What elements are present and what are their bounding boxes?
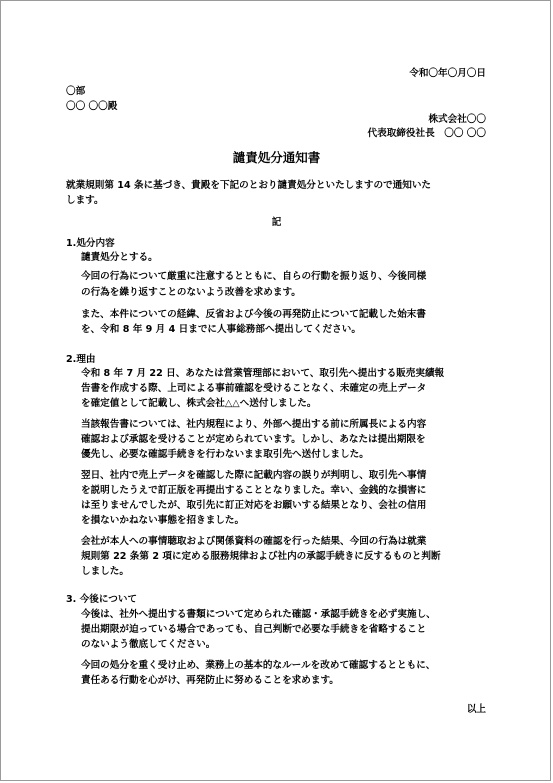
section-1-p2-line-1: 今回の行為について厳重に注意するとともに、自らの行動を振り返り、今後同様	[81, 271, 427, 282]
section-2-p4-line-3: しました。	[81, 566, 129, 577]
document-date: 令和〇年〇月〇日	[409, 68, 486, 79]
company-name: 株式会社〇〇	[428, 114, 486, 125]
section-2-p2-line-1: 当該報告書については、社内規程により、外部へ提出する前に所属長による内容	[81, 419, 427, 430]
section-2-p4-line-1: 会社が本人への事情聴取および関係資料の確認を行った結果、今回の行為は就業	[81, 536, 427, 547]
section-2-p1-line-1: 令和 8 年 7 月 22 日、あなたは営業管理部において、取引先へ提出する販売実績報	[81, 368, 445, 379]
section-2-p2-line-3: 優先し、必要な確認手続きを行わないまま取引先へ送付しました。	[81, 449, 369, 460]
section-1-heading: 1.処分内容	[66, 238, 115, 249]
closing-text: 以上	[466, 704, 486, 715]
recipient-name: 〇〇 〇〇殿	[66, 101, 118, 112]
section-3-heading: 3. 今後について	[66, 594, 138, 605]
section-1-p2-line-2: の行為を繰り返すことのないよう改善を求めます。	[81, 287, 301, 298]
section-2-p3-line-4: を損ないかねない事態を招きました。	[81, 515, 245, 526]
section-2-p1-line-2: 告書を作成する際、上司による事前確認を受けることなく、未確定の売上データ	[81, 383, 427, 394]
section-2-heading: 2.理由	[66, 354, 96, 365]
section-2-p2-line-2: 確認および承認を受けることが定められています。しかし、あなたは提出期限を	[81, 434, 426, 445]
section-1-p3-line-2: を、令和 8 年 9 月 4 日までに人事総務部へ提出してください。	[81, 324, 361, 335]
section-2-p4-line-2: 規則第 22 条第 2 項に定める服務規律および社内の承認手続きに反するものと判断	[81, 551, 441, 562]
section-2-p3-line-3: は至りませんでしたが、取引先に訂正対応をお願いする結果となり、会社の信用	[81, 500, 427, 511]
section-2-p3-line-1: 翌日、社内で売上データを確認した際に記載内容の誤りが判明し、取引先へ事情	[81, 470, 427, 481]
section-3-p2-line-2: 責任ある行動を心がけ、再発防止に努めることを求めます。	[81, 675, 339, 686]
section-1-p3-line-1: また、本件についての経緯、反省および今後の再発防止について記載した始末書	[81, 309, 426, 320]
intro-line-2: します。	[66, 195, 104, 206]
recipient-department: 〇部	[66, 86, 86, 97]
document-title: 譴責処分通知書	[232, 150, 321, 165]
intro-line-1: 就業規則第 14 条に基づき、貴殿を下記のとおり譴責処分といたしますので通知いた	[66, 180, 432, 191]
section-2-p3-line-2: を説明したうえで訂正版を再提出することとなりました。幸い、金銭的な損害に	[81, 485, 427, 496]
ki-heading: 記	[271, 217, 282, 228]
section-1-line: 譴責処分とする。	[81, 252, 158, 263]
section-3-p1-line-2: 提出期限が迫っている場合であっても、自己判断で必要な手続きを省略すること	[81, 624, 427, 635]
section-3-p2-line-1: 今回の処分を重く受け止め、業務上の基本的なルールを改めて確認するとともに、	[81, 660, 436, 671]
section-3-p1-line-1: 今後は、社外へ提出する書類について定められた確認・承認手続きを必ず実施し、	[81, 609, 436, 620]
section-2-p1-line-3: を確定値として記載し、株式会社△△へ送付しました。	[81, 398, 317, 409]
representative-name: 代表取締役社長 〇〇 〇〇	[367, 128, 486, 139]
section-3-p1-line-3: のないよう徹底してください。	[81, 639, 216, 650]
